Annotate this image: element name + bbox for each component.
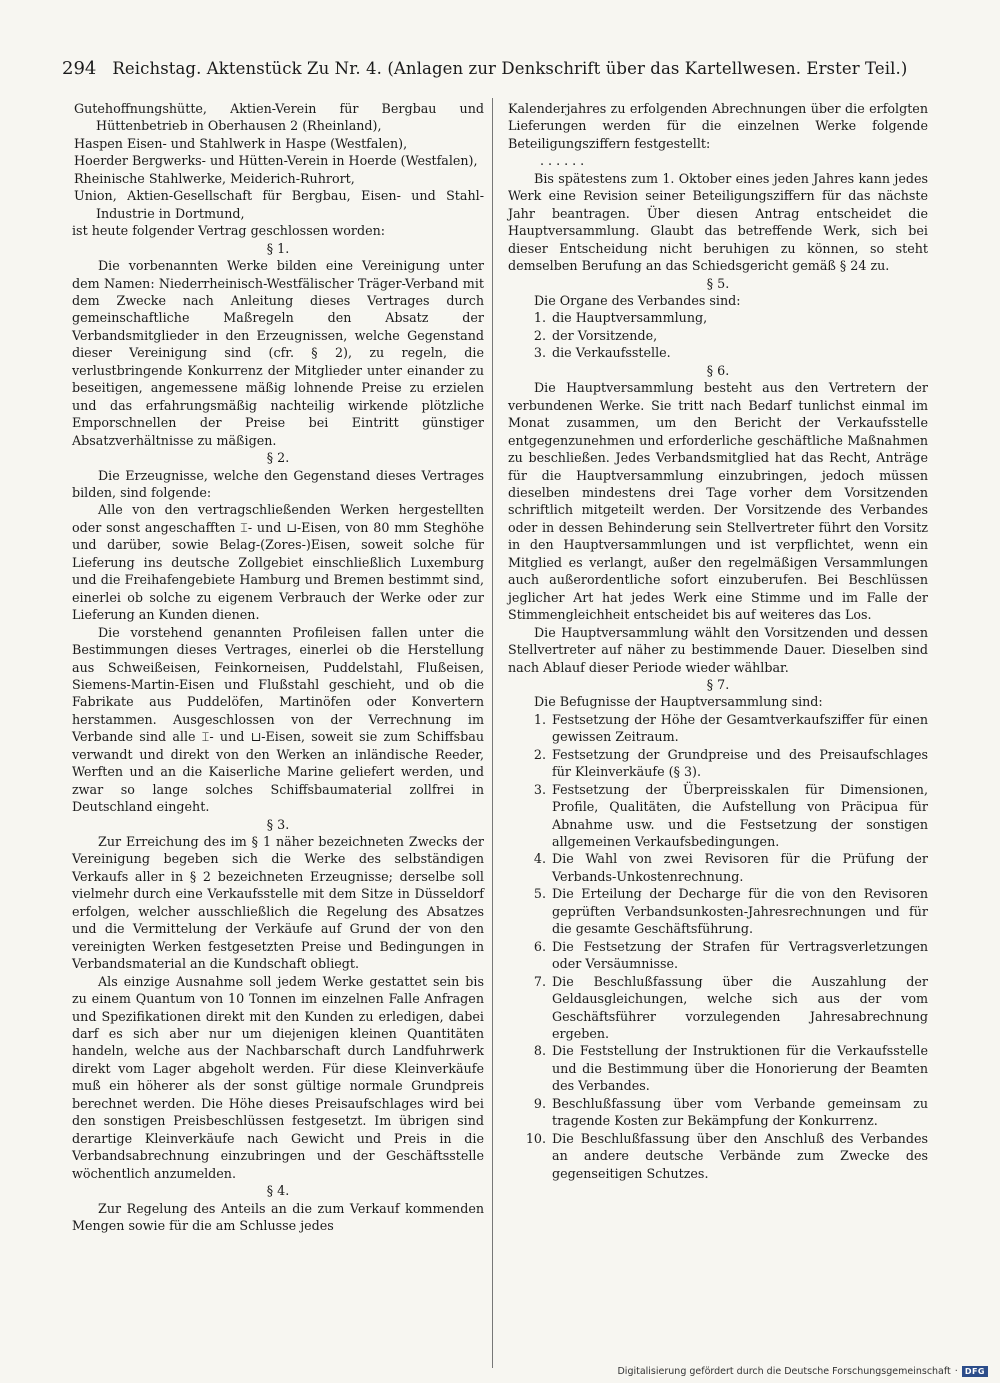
section-5-intro: Die Organe des Verbandes sind: [534,292,741,308]
page-number: 294 [62,58,97,79]
member-2: Hoerder Bergwerks- und Hütten-Verein in Hoerde (Westfalen), [74,153,478,169]
document-page [62,58,934,1358]
section-5-heading: § 5. [706,275,730,291]
list-item: 10. Die Beschlußfassung über den Anschluß des Verbandes an andere deutsche Verbände zum Zwecke des gegenseitigen Schutzes. [525,1130,928,1181]
list-item: 2. der Vorsitzende, [533,327,658,343]
member-0: Gutehoffnungshütte, Aktien-Verein für Bergbau und Hüttenbetrieb in Oberhausen 2 (Rheinland), [74,101,484,134]
page-title: Reichstag. Aktenstück Zu Nr. 4. (Anlagen zur Denkschrift über das Kartellwesen. Erster Teil.) [112,59,908,78]
list-item: 6. Die Festsetzung der Strafen für Vertragsverletzungen oder Versäumnisse. [533,938,928,972]
list-item: 9. Beschlußfassung über vom Verbande gemeinsam zu tragende Kosten zur Bekämpfung der Konkurrenz. [533,1095,928,1129]
section-6-para-1: Die Hauptversammlung besteht aus den Vertretern der verbundenen Werke. Sie tritt nach Bedarf tunlichst einmal im Monat zusammen, um den Bericht der Verkaufsstelle entgegenzunehmen und erforderliche geschäftliche Maßnahmen zu beschließen. Jedes Verbandsmitglied hat das Recht, Anträge für die Hauptversammlung einzubringen, jedoch müssen dieselben mindestens drei Tage vorher dem Vorsitzenden schriftlich mitgeteilt werden. Der Vorsitzende des Verbandes oder in dessen Behinderung sein Stellvertreter führt den Vorsitz in den Hauptversammlungen und ist verpflichtet, wenn ein Mitglied es verlangt, außer den regelmäßigen Versammlungen auch außerordentliche sofort einzuberufen. Bei Beschlüssen jeglicher Art hat jedes Werk eine Stimme und im Falle der Stimmengleichheit entscheidet bis auf weiteres das Los. [508,380,928,623]
list-item: 1. Festsetzung der Höhe der Gesamtverkaufsziffer für einen gewissen Zeitraum. [533,711,928,745]
list-item: 1. die Hauptversammlung, [533,310,708,326]
section-4-para-2: Bis spätestens zum 1. Oktober eines jeden Jahres kann jedes Werk eine Revision seiner Beteiligungsziffern für das nächste Jahr beantragen. Über diesen Antrag entscheidet die Hauptversammlung. Glaubt das betreffende Werk, sich bei dieser Entscheidung nicht beruhigen zu können, so steht demselben Berufung an das Schiedsgericht gemäß § 24 zu. [508,170,928,274]
section-7-heading: § 7. [706,676,730,692]
section-7-list [508,711,928,1182]
section-4-para-1: Zur Regelung des Anteils an die zum Verkauf kommenden Mengen sowie für die am Schlusse jedes [72,1200,484,1233]
section-7-intro: Die Befugnisse der Hauptversammlung sind: [534,694,823,710]
list-item: 5. Die Erteilung der Decharge für die von den Revisoren geprüften Verbandsunkosten-Jahresrechnungen und für die gesamte Geschäftsführung. [533,886,928,937]
section-6-heading: § 6. [706,362,730,378]
section-2-para-3: Die vorstehend genannten Profileisen fallen unter die Bestimmungen dieses Vertrages, einerlei ob die Herstellung aus Schweißeisen, Feinkorneisen, Puddelstahl, Flußeisen, Siemens-Martin-Eisen und Flußstahl geschieht, und ob die Fabrikate aus Puddelöfen, Martinöfen oder Konvertern herstammen. Ausgeschlossen von der Verrechnung im Verbande sind alle ⌶- und ⊔-Eisen, soweit sie zum Schiffsbau verwandt und direkt von den Werken an inländische Reeder, Werften und an die Kaiserliche Marine geliefert werden, und zwar so lange solches Schiffsbaumaterial zollfrei in Deutschland eingeht. [72,624,484,815]
dfg-logo-icon: DFG [962,1366,988,1377]
section-2-para-1: Die Erzeugnisse, welche den Gegenstand dieses Vertrages bilden, sind folgende: [72,467,484,500]
list-item: 7. Die Beschlußfassung über die Auszahlung der Geldausgleichungen, welche sich aus der vom Geschäftsführer vorzulegenden Jahresabrechnung ergeben. [533,973,928,1042]
footer-credit: Digitalisierung gefördert durch die Deutsche Forschungsgemeinschaft [617,1366,951,1377]
member-1: Haspen Eisen- und Stahlwerk in Haspe (Westfalen), [74,135,408,151]
section-5-list [508,309,928,361]
right-column [508,100,928,1182]
member-4: Union, Aktien-Gesellschaft für Bergbau, Eisen- und Stahl-Industrie in Dortmund, [74,188,484,221]
section-2-heading: § 2. [266,450,290,466]
left-column [72,100,484,1234]
section-2-para-2: Alle von den vertragschließenden Werken hergestellten oder sonst angeschafften ⌶- und ⊔-Eisen, von 80 mm Steghöhe und darüber, sowie Belag-(Zores-)Eisen, soweit solche für Lieferung ins deutsche Zollgebiet einschließlich Luxemburg und die Freihafengebiete Hamburg und Bremen bestimmt sind, einerlei ob solche zu eigenem Verbrauch der Werke oder zur Lieferung an Kunden dienen. [72,502,484,623]
section-6-para-2: Die Hauptversammlung wählt den Vorsitzenden und dessen Stellvertreter auf näher zu bestimmende Dauer. Dieselben sind nach Ablauf dieser Periode wieder wählbar. [508,624,928,675]
list-item: 8. Die Feststellung der Instruktionen für die Verkaufsstelle und die Bestimmung über die Honorierung der Beamten des Verbandes. [533,1043,928,1094]
column-divider [492,98,493,1368]
section-3-heading: § 3. [266,816,290,832]
digitization-footer: Digitalisierung gefördert durch die Deutsche Forschungsgemeinschaft · DFG [617,1366,988,1377]
section-1-text: Die vorbenannten Werke bilden eine Vereinigung unter dem Namen: Niederrheinisch-Westfälischer Träger-Verband mit dem Zwecke nach Anleitung dieses Vertrages durch gemeinschaftliche Maßregeln den Absatz der Verbandsmitglieder in den Erzeugnissen, welche Gegenstand dieser Vereinigung sind (cfr. § 2), zu regeln, die verlustbringende Konkurrenz der Mitglieder unter einander zu beseitigen, angemessene mäßig lohnende Preise zu erzielen und das erfahrungsmäßig nachteilig wirkende plötzliche Emporschnellen der Preise bei Eintritt günstiger Absatzverhältnisse zu mäßigen. [72,258,484,448]
member-3: Rheinische Stahlwerke, Meiderich-Ruhrort, [74,170,355,186]
omission-dots: ...... [540,153,589,169]
section-3-para-2: Als einzige Ausnahme soll jedem Werke gestattet sein bis zu einem Quantum von 10 Tonnen im einzelnen Falle Anfragen und Spezifikationen direkt mit den Kunden zu erledigen, dabei darf es sich aber nur um diejenigen kleinen Quantitäten handeln, welche aus der Nachbarschaft durch Landfuhrwerk direkt vom Lager abgeholt werden. Für diese Kleinverkäufe muß ein höherer als der sonst gültige normale Grundpreis berechnet werden. Die Höhe dieses Preisaufschlages wird bei den sonstigen Preisbeschlüssen festgesetzt. Im übrigen sind derartige Kleinverkäufe nach Gewicht und Preis in die Verbandsabrechnung einzubringen und der Geschäftsstelle wöchentlich anzumelden. [72,973,484,1181]
section-3-para-1: Zur Erreichung des im § 1 näher bezeichneten Zwecks der Vereinigung begeben sich die Werke des selbständigen Verkaufs aller in § 2 bezeichneten Erzeugnisse; derselbe soll vielmehr durch eine Verkaufsstelle mit dem Sitze in Düsseldorf erfolgen, welcher ausschließlich die Regelung des Absatzes und die Vermittelung der Verkäufe auf Grund der von den vereinigten Werken festgesetzten Preise und Bedingungen in Verbandsmaterial an die Kundschaft obliegt. [72,834,484,972]
list-item: 3. Festsetzung der Überpreisskalen für Dimensionen, Profile, Qualitäten, die Aufstellung von Präcipua für Abnahme usw. und die Festsetzung der sonstigen allgemeinen Verkaufsbedingungen. [533,781,928,850]
section-4-continuation: Kalenderjahres zu erfolgenden Abrechnungen über die erfolgten Lieferungen werden für die einzelnen Werke folgende Beteiligungsziffern festgestellt: [508,101,928,151]
intro-end: ist heute folgender Vertrag geschlossen worden: [72,223,386,239]
section-4-heading: § 4. [266,1183,290,1199]
list-item: 4. Die Wahl von zwei Revisoren für die Prüfung der Verbands-Unkostenrechnung. [533,851,928,884]
list-item: 2. Festsetzung der Grundpreise und des Preisaufschlages für Kleinverkäufe (§ 3). [533,746,928,780]
page-header [62,58,934,92]
section-1-heading: § 1. [266,240,290,256]
list-item: 3. die Verkaufsstelle. [533,345,671,361]
